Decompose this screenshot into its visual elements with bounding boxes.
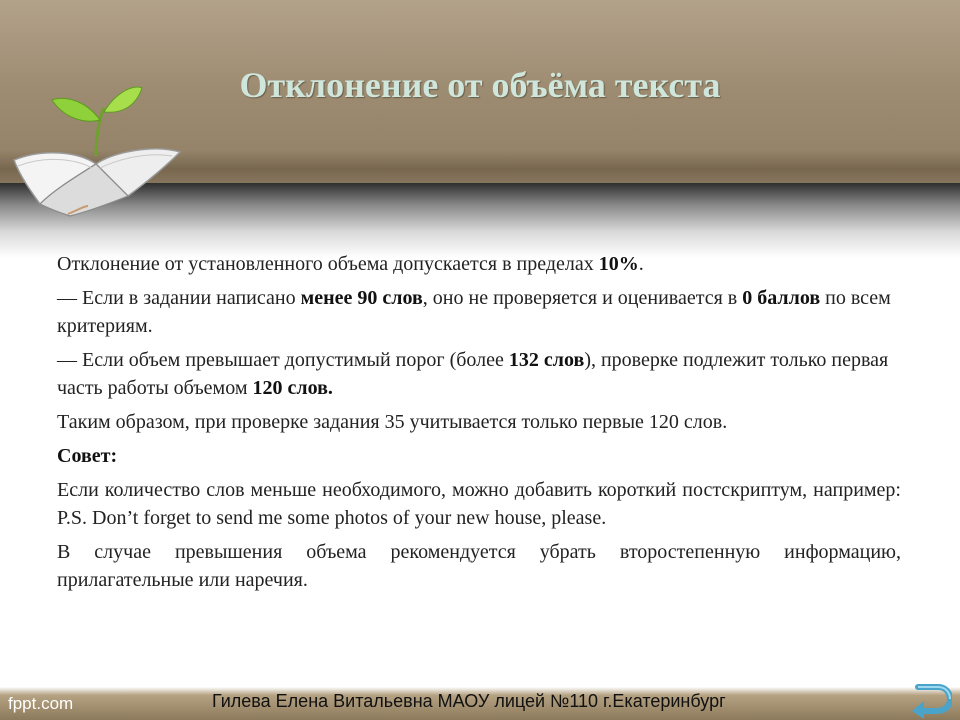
advice-label: [57, 442, 901, 470]
bold-run: 132 слов: [508, 349, 585, 371]
text-run: .: [638, 253, 644, 275]
text-run: , оно не проверяется и оценивается в: [422, 287, 743, 309]
paragraph-advice-trim: В случае превышения объема рекомендуется убрать второстепенную информацию, прилагательные или наречия.: [57, 541, 901, 591]
bold-run: 0 баллов: [742, 287, 821, 309]
footer-author: Гилева Елена Витальевна МАОУ лицей №110 г.Екатеринбург: [212, 691, 726, 711]
bold-run: 120 слов.: [252, 377, 333, 399]
bold-run: 10%: [598, 253, 639, 275]
footer-brand: fppt.com: [8, 694, 74, 713]
text-run: Отклонение от установленного объема допускается в пределах: [57, 253, 599, 275]
slide-body: [57, 250, 901, 600]
text-run: — Если в задании написано: [57, 287, 301, 309]
paragraph-conclusion: Таким образом, при проверке задания 35 учитывается только первые 120 слов.: [57, 411, 728, 433]
text-run: по всем критериям.: [57, 287, 891, 337]
paragraph-advice-postscript: Если количество слов меньше необходимого, можно добавить короткий постскриптум, например: P.S. Don’t forget to send me some photos of your new house, please.: [57, 479, 901, 529]
text-run: — Если объем превышает допустимый порог (более: [57, 349, 509, 371]
bold-run: менее 90 слов: [300, 287, 423, 309]
paragraph-less-than-limit: [57, 284, 901, 340]
bold-run: Совет:: [57, 445, 118, 467]
paragraph-over-limit: [57, 346, 901, 402]
paragraph-volume-deviation: [57, 250, 901, 278]
slide-title: Отклонение от объёма текста: [239, 65, 721, 105]
text-run: ), проверке подлежит только первая часть работы объемом: [57, 349, 889, 399]
return-arrow-icon[interactable]: [908, 681, 952, 719]
